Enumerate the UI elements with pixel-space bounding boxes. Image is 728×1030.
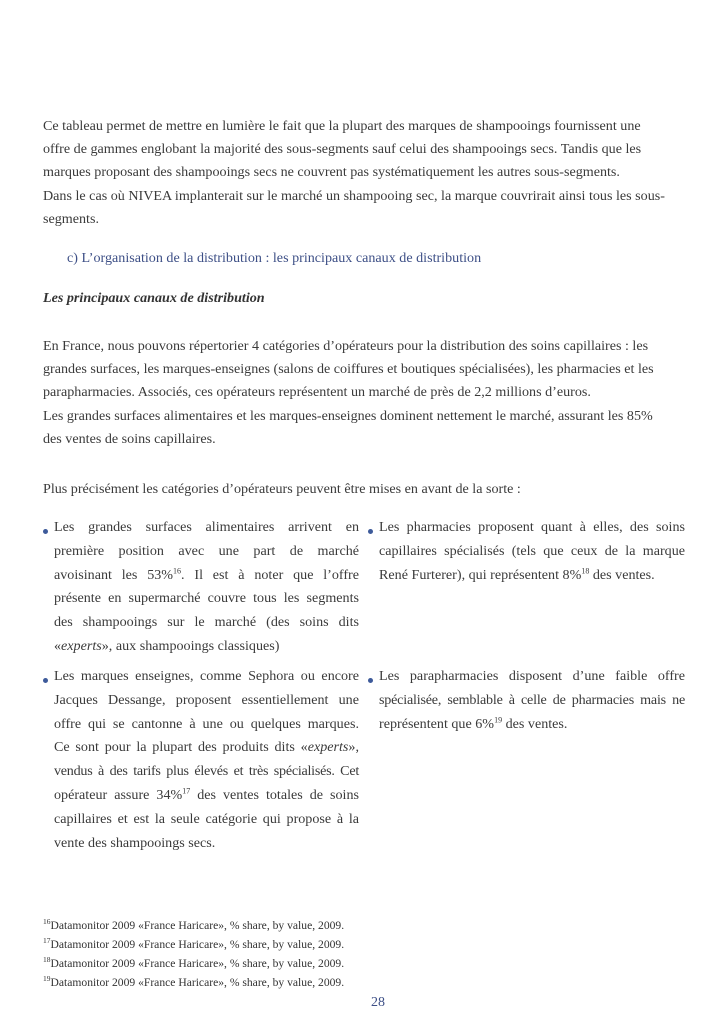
text-line (54, 635, 359, 659)
text-fragment: avoisinant les 53% (54, 566, 174, 583)
footnote (43, 954, 443, 973)
operators-intro: Plus précisément les catégories d’opérateurs peuvent être mises en avant de la sorte : (43, 481, 521, 497)
text-line: présente en supermarché couvre tous les segments (54, 590, 359, 607)
page-number: 28 (371, 995, 385, 1010)
text-fragment: des ventes. (589, 566, 655, 583)
text-line: En France, nous pouvons répertorier 4 catégories d’opérateurs pour la distribution des soins capillaires : les (43, 338, 649, 354)
text-fragment: des ventes totales de soins (190, 786, 360, 803)
distribution-paragraph (43, 335, 685, 451)
footnote-number: 18 (43, 955, 51, 965)
section-heading: c) L’organisation de la distribution : les principaux canaux de distribution (67, 250, 482, 266)
text-line: Les pharmacies proposent quant à elles, des soins (379, 519, 685, 535)
text-line: grandes surfaces, les marques-enseignes (salons de coiffures et boutiques spécialisées), les pharmacies et les (43, 361, 654, 378)
text-fragment: . Il est à noter que l’offre (181, 566, 359, 583)
bullet-marques-enseignes (54, 665, 359, 855)
footnotes (43, 916, 443, 992)
text-line: première position avec une part de marché (54, 542, 359, 559)
text-line: vente des shampooings secs. (54, 834, 216, 851)
text-line: Les marques enseignes, comme Sephora ou encore (54, 668, 359, 684)
text-line: capillaires spécialisés (tels que ceux de la marque (379, 542, 685, 559)
bullet-grandes-surfaces (54, 516, 359, 659)
text-line: offre de gammes englobant la majorité des sous-segments sauf celui des shampooings secs. Tandis que les (43, 141, 642, 158)
text-line: Les parapharmacies disposent d’une faible offre (379, 668, 685, 684)
text-line: capillaires et est la seule catégorie qui propose à la (54, 810, 359, 827)
footnote-ref: 18 (581, 565, 590, 575)
footnote-number: 16 (43, 917, 51, 927)
text-line: parapharmacies. Associés, ces opérateurs représentent un marché de près de 2,2 millions d’euros. (43, 384, 591, 401)
text-line: offre qui se cantonne à une ou quelques marques. (54, 715, 359, 732)
text-fragment: opérateur assure 34% (54, 786, 183, 803)
text-line: spécialisée, semblable à celle de pharmacies mais ne (379, 691, 685, 708)
text-fragment: », (348, 739, 359, 756)
text-line (379, 564, 685, 588)
bullet-dot-icon (368, 678, 373, 683)
text-line: Les grandes surfaces alimentaires arrivent en (54, 519, 359, 535)
footnote (43, 935, 443, 954)
footnote-ref: 17 (182, 786, 191, 796)
bullet-dot-icon (43, 678, 48, 683)
text-fragment: représentent que 6% (379, 715, 495, 732)
text-line (54, 564, 359, 588)
footnote-number: 17 (43, 936, 51, 946)
footnote-number: 19 (43, 974, 51, 984)
bullet-dot-icon (368, 529, 373, 534)
text-fragment: experts (307, 739, 349, 756)
bullet-parapharmacies (379, 665, 685, 736)
footnote-text: Datamonitor 2009 «France Haricare», % share, by value, 2009. (50, 976, 345, 989)
text-fragment: des ventes. (502, 715, 568, 732)
text-fragment: René Furterer), qui représentent 8% (379, 566, 582, 583)
footnote-text: Datamonitor 2009 «France Haricare», % share, by value, 2009. (50, 919, 345, 932)
intro-paragraph (43, 115, 685, 231)
text-line: des ventes de soins capillaires. (43, 430, 216, 447)
subsection-heading: Les principaux canaux de distribution (43, 290, 265, 306)
text-line: vendus à des tarifs plus élevés et très spécialisés. Cet (54, 763, 359, 780)
footnote-text: Datamonitor 2009 «France Haricare», % share, by value, 2009. (50, 957, 345, 970)
text-line: Les grandes surfaces alimentaires et les marques-enseignes dominent nettement le marché, assurant les 85% (43, 407, 653, 424)
text-fragment: experts (61, 637, 102, 654)
text-line (54, 784, 359, 808)
text-fragment: Ce sont pour la plupart des produits dits « (54, 739, 308, 756)
text-fragment: », aux shampooings classiques) (101, 637, 280, 654)
footnote-ref: 19 (494, 714, 503, 724)
text-line: Ce tableau permet de mettre en lumière le fait que la plupart des marques de shampooings fournissent une (43, 118, 641, 134)
text-line: marques proposant des shampooings secs ne couvrent pas systématiquement les autres sous-segments. (43, 164, 620, 181)
footnote (43, 916, 443, 935)
footnote (43, 973, 443, 992)
document-page (43, 0, 685, 1030)
text-line (379, 713, 685, 737)
text-line: Dans le cas où NIVEA implanterait sur le marché un shampooing sec, la marque couvrirait ainsi tous les sous- (43, 187, 665, 204)
text-fragment: « (54, 637, 62, 654)
text-line: segments. (43, 210, 99, 227)
footnote-text: Datamonitor 2009 «France Haricare», % share, by value, 2009. (50, 938, 345, 951)
text-line: des shampooings sur le marché (des soins dits (54, 614, 359, 631)
bullet-pharmacies (379, 516, 685, 587)
text-line: Jacques Dessange, proposent essentiellement une (54, 691, 359, 708)
text-line (54, 736, 359, 760)
bullet-dot-icon (43, 529, 48, 534)
footnote-ref: 16 (173, 565, 182, 575)
